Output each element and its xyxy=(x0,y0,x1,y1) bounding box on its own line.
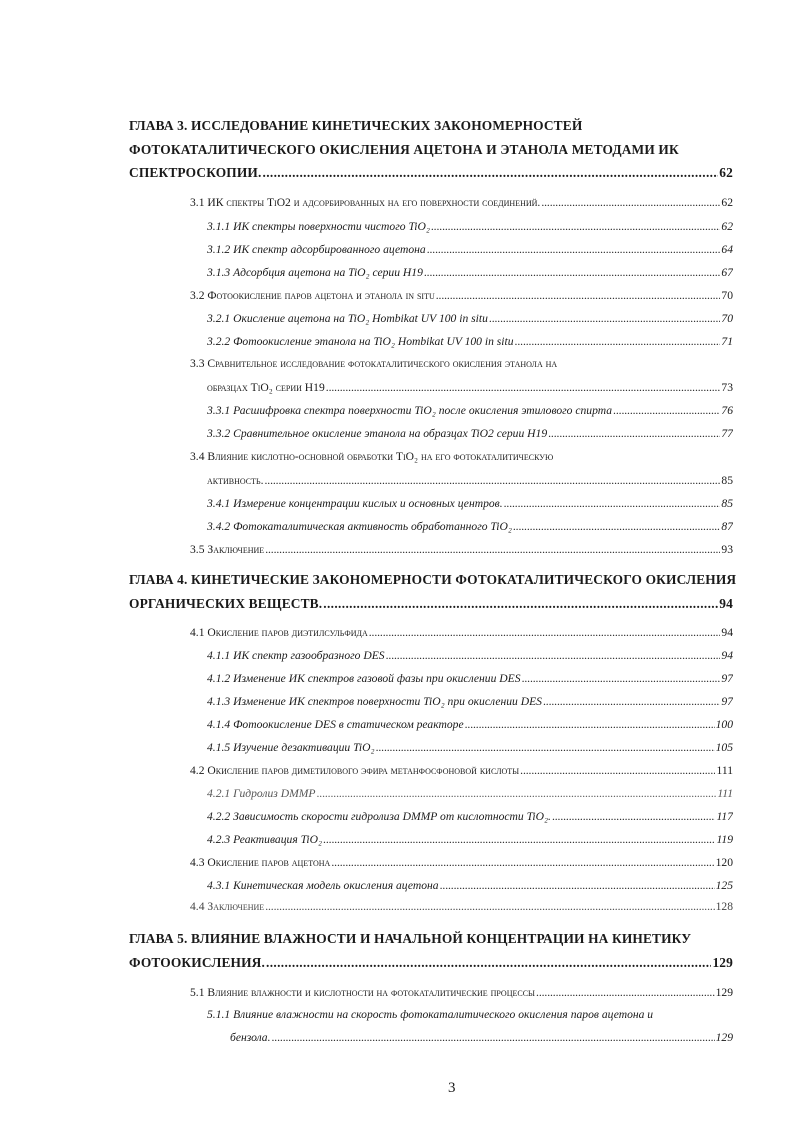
page-ref: 71 xyxy=(721,335,733,348)
dot-leader xyxy=(272,1031,715,1044)
dot-leader xyxy=(316,787,716,800)
page-ref: 94 xyxy=(721,626,733,639)
dot-leader xyxy=(536,986,715,999)
dot-leader xyxy=(541,196,720,209)
toc-entry[interactable]: 3.4.2 Фотокаталитическая активность обработанного TiO₂ . . . 87 xyxy=(207,520,733,533)
dot-leader xyxy=(326,381,721,394)
dot-leader xyxy=(264,474,720,487)
page-ref: 94 xyxy=(719,596,733,611)
toc-entry[interactable]: 4.3.1 Кинетическая модель окисления ацетона . . . 125 xyxy=(207,879,733,892)
dot-leader xyxy=(369,626,721,639)
page-ref: 93 xyxy=(721,543,733,556)
dot-leader xyxy=(465,718,715,731)
dot-leader xyxy=(263,165,719,181)
dot-leader xyxy=(548,427,720,440)
chapter-3-title-line-2: ФОТОКАТАЛИТИЧЕСКОГО ОКИСЛЕНИЯ АЦЕТОНА И ЭТАНОЛА МЕТОДАМИ ИК xyxy=(129,142,679,157)
chapter-3-title-line-1: ГЛАВА 3. ИССЛЕДОВАНИЕ КИНЕТИЧЕСКИХ ЗАКОНОМЕРНОСТЕЙ xyxy=(129,118,583,133)
toc-entry[interactable]: 3.4.1 Измерение концентрации кислых и основных центров. . . . 85 xyxy=(207,497,733,510)
page-ref: 129 xyxy=(715,1031,733,1044)
dot-leader xyxy=(331,856,714,869)
page-ref: 128 xyxy=(715,900,733,912)
toc-entry[interactable]: 3.2.1 Окисление ацетона на TiO₂ Hombikat UV 100 in situ . . . 70 xyxy=(207,312,733,325)
page-ref: 85 xyxy=(721,474,733,487)
dot-leader xyxy=(543,695,720,708)
chapter-4-title-line-1: ГЛАВА 4. КИНЕТИЧЕСКИЕ ЗАКОНОМЕРНОСТИ ФОТОКАТАЛИТИЧЕСКОГО ОКИСЛЕНИЯ xyxy=(129,572,737,587)
page-ref: 111 xyxy=(717,787,733,800)
page-ref: 97 xyxy=(721,672,733,685)
dot-leader xyxy=(504,497,721,510)
dot-leader xyxy=(515,335,721,348)
page-ref: 64 xyxy=(721,243,733,256)
toc-entry[interactable]: 3.1 ИК спектры TiO2 и адсорбированных на его поверхности соединений. . . . 62 xyxy=(190,196,733,209)
toc-entry[interactable]: 3.1.2 ИК спектр адсорбированного ацетона . . . 64 xyxy=(207,243,733,256)
page-ref: 87 xyxy=(721,520,733,533)
page-ref: 97 xyxy=(721,695,733,708)
toc-entry[interactable]: 3.2 Фотоокисление паров ацетона и этанола in situ . . . 70 xyxy=(190,289,733,302)
page-ref: 100 xyxy=(715,718,733,731)
toc-entry[interactable]: 4.2.1 Гидролиз DMMP . . . 111 xyxy=(207,787,733,800)
page-ref: 73 xyxy=(721,381,733,394)
dot-leader xyxy=(613,404,720,417)
dot-leader xyxy=(323,596,718,612)
page-ref: 77 xyxy=(721,427,733,440)
dot-leader xyxy=(489,312,721,325)
page-ref: 70 xyxy=(721,312,733,325)
toc-entry[interactable]: 3.2.2 Фотоокисление этанола на TiO₂ Hombikat UV 100 in situ . . . 71 xyxy=(207,335,733,348)
toc-entry[interactable]: образцах TiO₂ серии H19 . . . 73 xyxy=(207,381,733,394)
toc-entry[interactable]: 3.1.3 Адсорбция ацетона на TiO₂ серии H19 . . . 67 xyxy=(207,266,733,279)
dot-leader xyxy=(266,955,711,971)
page-ref: 120 xyxy=(715,856,733,869)
toc-entry[interactable]: 3.3.2 Сравнительное окисление этанола на образцах TiO2 серии H19 . . . 77 xyxy=(207,427,733,440)
page-ref: 129 xyxy=(715,986,733,999)
page-ref: 111 xyxy=(716,764,733,777)
toc-entry[interactable]: 4.2 Окисление паров диметилового эфира метанфосфоновой кислоты . . . 111 xyxy=(190,764,733,777)
dot-leader xyxy=(552,810,716,823)
dot-leader xyxy=(376,741,715,754)
dot-leader xyxy=(431,220,721,233)
toc-entry[interactable]: 4.4 Заключение . . . 128 xyxy=(190,900,733,912)
toc-entry[interactable]: 4.1.3 Изменение ИК спектров поверхности TiO₂ при окислении DES . . . 97 xyxy=(207,695,733,708)
toc-entry[interactable]: 3.3 Сравнительное исследование фотокаталитического окисления этанола на xyxy=(190,357,558,370)
dot-leader xyxy=(520,764,715,777)
dot-leader xyxy=(513,520,721,533)
page-ref: 76 xyxy=(721,404,733,417)
toc-entry[interactable]: 4.1.2 Изменение ИК спектров газовой фазы при окислении DES . . . 97 xyxy=(207,672,733,685)
page-ref: 62 xyxy=(721,220,733,233)
page-ref: 62 xyxy=(721,196,733,209)
chapter-5-title-line-1: ГЛАВА 5. ВЛИЯНИЕ ВЛАЖНОСТИ И НАЧАЛЬНОЙ КОНЦЕНТРАЦИИ НА КИНЕТИКУ xyxy=(129,931,692,946)
page-ref: 119 xyxy=(716,833,733,846)
page-ref: 129 xyxy=(712,955,733,970)
dot-leader xyxy=(424,266,721,279)
page-ref: 94 xyxy=(721,649,733,662)
dot-leader xyxy=(386,649,721,662)
chapter-4-title-line-2[interactable]: ОРГАНИЧЕСКИХ ВЕЩЕСТВ. . . . 94 xyxy=(129,596,733,612)
page-ref: 125 xyxy=(715,879,733,892)
toc-entry[interactable]: 4.2.3 Реактивация TiO₂ . . . 119 xyxy=(207,833,733,846)
page-number: 3 xyxy=(448,1080,456,1096)
dot-leader xyxy=(522,672,721,685)
toc-entry[interactable]: бензола. . . . 129 xyxy=(230,1031,733,1044)
chapter-5-title-line-2[interactable]: ФОТООКИСЛЕНИЯ. . . . 129 xyxy=(129,955,733,971)
toc-entry[interactable]: 5.1 Влияние влажности и кислотности на фотокаталитические процессы . . . 129 xyxy=(190,986,733,999)
toc-entry[interactable]: 3.3.1 Расшифровка спектра поверхности TiO₂ после окисления этилового спирта . . . 76 xyxy=(207,404,733,417)
toc-entry[interactable]: 4.3 Окисление паров ацетона . . . 120 xyxy=(190,856,733,869)
page-ref: 117 xyxy=(716,810,733,823)
dot-leader xyxy=(436,289,721,302)
dot-leader xyxy=(323,833,715,846)
chapter-3-title-line-3[interactable]: СПЕКТРОСКОПИИ. . . . 62 xyxy=(129,165,733,181)
toc-entry[interactable]: 4.1.1 ИК спектр газообразного DES . . . 94 xyxy=(207,649,733,662)
toc-entry[interactable]: 4.2.2 Зависимость скорости гидролиза DMMP от кислотности TiO₂. . . . 117 xyxy=(207,810,733,823)
page-ref: 67 xyxy=(721,266,733,279)
toc-entry[interactable]: 4.1 Окисление паров диэтилсульфида . . . 94 xyxy=(190,626,733,639)
toc-entry[interactable]: 3.4 Влияние кислотно-основной обработки TiO₂ на его фотокаталитическую xyxy=(190,450,554,463)
toc-entry[interactable]: 5.1.1 Влияние влажности на скорость фотокаталитического окисления паров ацетона и xyxy=(207,1008,654,1021)
dot-leader xyxy=(427,243,721,256)
dot-leader xyxy=(265,543,720,556)
toc-entry[interactable]: 4.1.4 Фотоокисление DES в статическом реакторе . . . 100 xyxy=(207,718,733,731)
page-ref: 62 xyxy=(719,165,733,180)
page-ref: 70 xyxy=(721,289,733,302)
dot-leader xyxy=(440,879,715,892)
toc-entry[interactable]: 3.1.1 ИК спектры поверхности чистого TiO₂ . . . 62 xyxy=(207,220,733,233)
toc-entry[interactable]: активность. . . . 85 xyxy=(207,474,733,487)
toc-entry[interactable]: 3.5 Заключение . . . 93 xyxy=(190,543,733,556)
page-ref: 105 xyxy=(715,741,733,754)
toc-entry[interactable]: 4.1.5 Изучение дезактивации TiO₂ . . . 105 xyxy=(207,741,733,754)
dot-leader xyxy=(265,900,714,912)
page-ref: 85 xyxy=(721,497,733,510)
